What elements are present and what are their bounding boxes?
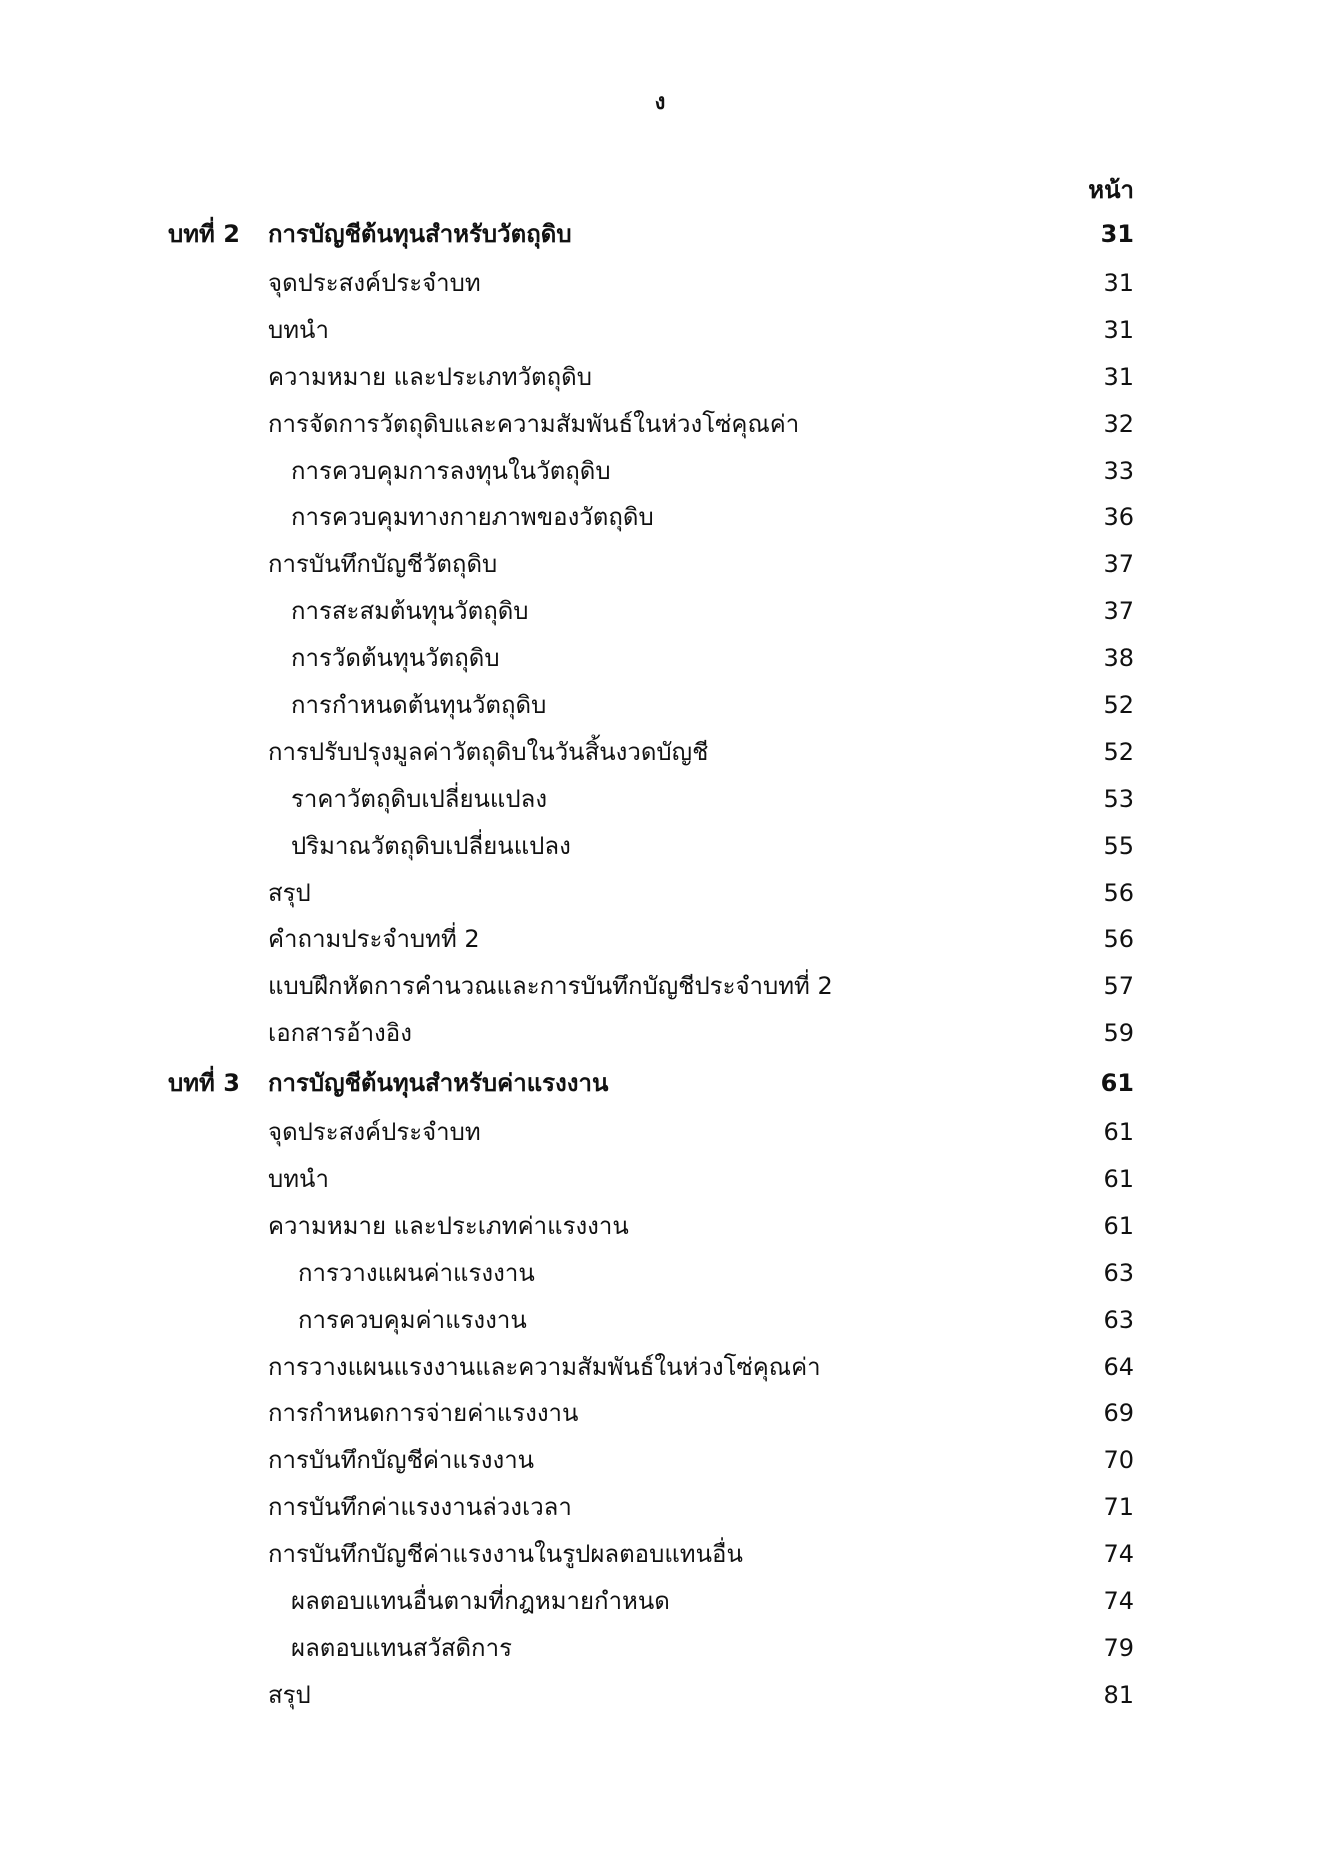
toc-page-number: 56: [1103, 925, 1134, 954]
toc-entry-row: [0, 1437, 1320, 1484]
toc-entry-title: ความหมาย และประเภทวัตถุดิบ: [268, 362, 592, 391]
toc-page-number: 38: [1103, 644, 1134, 673]
toc-page-number: 70: [1103, 1446, 1134, 1475]
toc-page-number: 55: [1103, 831, 1134, 860]
toc-page-number: 61: [1103, 1211, 1134, 1240]
toc-entry-title: แบบฝึกหัดการคำนวณและการบันทึกบัญชีประจำบทที่ 2: [268, 972, 833, 1001]
toc-page-number: 52: [1103, 737, 1134, 766]
toc-entry-title: การกำหนดการจ่ายค่าแรงงาน: [268, 1399, 579, 1428]
toc-entry-title: การวัดต้นทุนวัตถุดิบ: [291, 644, 500, 673]
toc-page-number: 69: [1103, 1399, 1134, 1428]
toc-entry-title: การวางแผนค่าแรงงาน: [298, 1258, 535, 1287]
toc-entry-title: การบัญชีต้นทุนสำหรับวัตถุดิบ: [268, 220, 572, 248]
toc-entry-title: การกำหนดต้นทุนวัตถุดิบ: [291, 691, 547, 720]
toc-page-number: 61: [1103, 1118, 1134, 1147]
toc-entry-row: [0, 1390, 1320, 1437]
toc-entry-title: จุดประสงค์ประจำบท: [268, 1118, 481, 1147]
toc-entry-row: [0, 1297, 1320, 1344]
toc-entry-row: [0, 635, 1320, 682]
toc-page-number: 64: [1103, 1352, 1134, 1381]
toc-entry-row: [0, 1203, 1320, 1250]
toc-entry-title: การควบคุมค่าแรงงาน: [298, 1305, 527, 1334]
toc-entry-row: [0, 1578, 1320, 1625]
toc-entry-row: [0, 1484, 1320, 1531]
toc-entry-row: [0, 963, 1320, 1010]
toc-entry-row: [0, 307, 1320, 354]
toc-page-number: 79: [1103, 1633, 1134, 1662]
toc-page-number: 74: [1103, 1587, 1134, 1616]
toc-entry-row: [0, 494, 1320, 541]
toc-entry-row: [0, 1344, 1320, 1391]
toc-entry-title: เอกสารอ้างอิง: [268, 1019, 412, 1048]
toc-entry-row: [0, 448, 1320, 495]
toc-entry-title: บทนำ: [268, 315, 329, 344]
toc-entry-title: การปรับปรุงมูลค่าวัตถุดิบในวันสิ้นงวดบัญชี: [268, 737, 709, 766]
toc-chapter-label: บทที่ 3: [168, 1069, 240, 1098]
toc-entry-row: [0, 1156, 1320, 1203]
page-marker: ง: [654, 90, 666, 115]
toc-entry-row: [0, 541, 1320, 588]
toc-entry-title: การควบคุมการลงทุนในวัตถุดิบ: [291, 456, 611, 485]
toc-page-number: 61: [1100, 1069, 1134, 1098]
toc-entry-row: [0, 354, 1320, 401]
toc-entry-row: [0, 729, 1320, 776]
toc-page-number: 31: [1103, 362, 1134, 391]
toc-entry-title: ผลตอบแทนสวัสดิการ: [291, 1633, 512, 1662]
toc-page-number: 61: [1103, 1165, 1134, 1194]
toc-page-number: 56: [1103, 878, 1134, 907]
toc-entry-title: การบันทึกค่าแรงงานล่วงเวลา: [268, 1493, 572, 1522]
toc-entry-title: จุดประสงค์ประจำบท: [268, 269, 481, 297]
toc-entry-row: [0, 916, 1320, 963]
toc-entry-row: [0, 776, 1320, 823]
toc-entry-row: [0, 1109, 1320, 1156]
toc-page-number: 32: [1103, 409, 1134, 438]
toc-entry-row: [0, 823, 1320, 870]
toc-entry-title: ราคาวัตถุดิบเปลี่ยนแปลง: [291, 784, 548, 813]
toc-page-number: 53: [1103, 784, 1134, 813]
toc-entry-row: [0, 1625, 1320, 1672]
toc-entry-title: สรุป: [268, 878, 311, 907]
toc-entry-title: การควบคุมทางกายภาพของวัตถุดิบ: [291, 503, 654, 532]
toc-entry-row: [0, 1672, 1320, 1719]
toc-page-number: 31: [1100, 220, 1134, 248]
toc-entry-row: [0, 1250, 1320, 1297]
toc-entry-row: [0, 1531, 1320, 1578]
toc-entry-title: บทนำ: [268, 1165, 329, 1194]
toc-entry-title: สรุป: [268, 1680, 311, 1709]
toc-chapter-row: [0, 1057, 1320, 1109]
toc-entry-row: [0, 260, 1320, 307]
toc-page-number: 74: [1103, 1540, 1134, 1569]
toc-entry-title: ผลตอบแทนอื่นตามที่กฎหมายกำหนด: [291, 1587, 670, 1616]
toc-entry-row: [0, 870, 1320, 917]
toc-entry-title: การบันทึกบัญชีค่าแรงงานในรูปผลตอบแทนอื่น: [268, 1540, 743, 1569]
toc-entry-title: การสะสมต้นทุนวัตถุดิบ: [291, 597, 529, 626]
toc-chapter-row: [0, 208, 1320, 260]
toc-page-number: 37: [1103, 550, 1134, 579]
toc-page-number: 52: [1103, 691, 1134, 720]
toc-entry-title: การบันทึกบัญชีค่าแรงงาน: [268, 1446, 535, 1475]
page-column-header: หน้า: [1088, 176, 1134, 204]
toc-page-number: 36: [1103, 503, 1134, 532]
toc-chapter-label: บทที่ 2: [168, 220, 240, 248]
toc-page-number: 63: [1103, 1305, 1134, 1334]
toc-page-number: 33: [1103, 456, 1134, 485]
toc-page-number: 59: [1103, 1019, 1134, 1048]
table-of-contents: [0, 208, 1320, 1719]
toc-entry-title: การบันทึกบัญชีวัตถุดิบ: [268, 550, 498, 579]
toc-entry-row: [0, 682, 1320, 729]
toc-entry-title: คำถามประจำบทที่ 2: [268, 925, 480, 954]
toc-entry-row: [0, 1010, 1320, 1057]
toc-page-number: 81: [1103, 1680, 1134, 1709]
toc-page-number: 57: [1103, 972, 1134, 1001]
toc-entry-title: การบัญชีต้นทุนสำหรับค่าแรงงาน: [268, 1069, 609, 1098]
toc-page-number: 31: [1103, 315, 1134, 344]
toc-page-number: 71: [1103, 1493, 1134, 1522]
toc-entry-title: การจัดการวัตถุดิบและความสัมพันธ์ในห่วงโซ่คุณค่า: [268, 409, 800, 438]
toc-entry-row: [0, 588, 1320, 635]
toc-entry-title: ความหมาย และประเภทค่าแรงงาน: [268, 1211, 629, 1240]
toc-entry-row: [0, 401, 1320, 448]
toc-page-number: 63: [1103, 1258, 1134, 1287]
toc-entry-title: ปริมาณวัตถุดิบเปลี่ยนแปลง: [291, 831, 571, 860]
toc-entry-title: การวางแผนแรงงานและความสัมพันธ์ในห่วงโซ่คุณค่า: [268, 1352, 821, 1381]
toc-page-number: 37: [1103, 597, 1134, 626]
toc-page-number: 31: [1103, 269, 1134, 297]
